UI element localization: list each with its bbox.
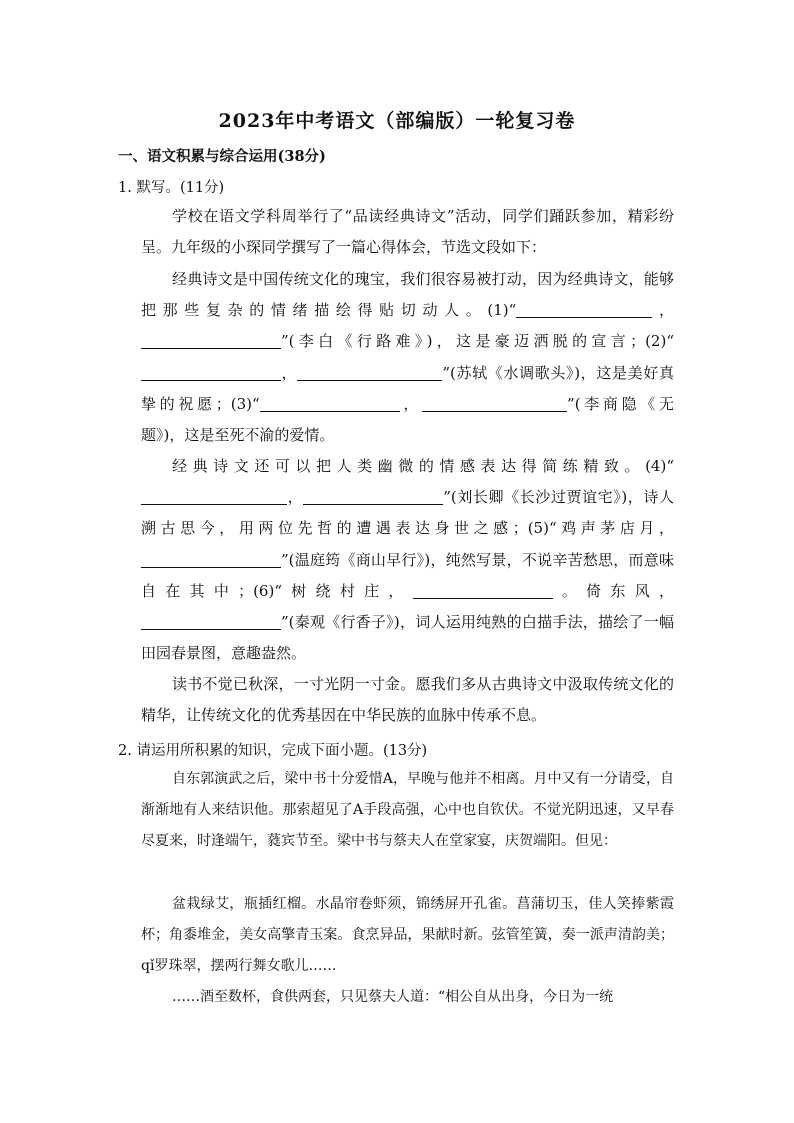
blank-5[interactable] [141,550,281,568]
q1-paragraph-4: 读书不觉已秋深，一寸光阴一寸金。愿我们多从古典诗文中汲取传统文化的精华，让传统文化的优秀基因在中华民族的血脉中传承不息。 [141,675,674,725]
q1-p3-text-f: ”(秦观《行香子》)，词人运用纯熟的白描手法，描绘了一幅田园春景图，意趣盎然。 [141,613,674,663]
q1-p3-text-d: ”(温庭筠《商山早行》)，纯然写景，不说辛苦愁思，而意味自在其中；(6)“树绕村庄， [141,550,674,600]
passage-paragraph-1: 自东郭演武之后，梁中书十分爱惜A，早晚与他并不相离。月中又有一分请受，自渐渐地有人来结识他。那索超见了A手段高强，心中也自钦伏。不觉光阴迅速，又早春尽夏来，时逢端午，蕤宾节至。梁中书与蔡夫人在堂家宴，庆贺端阳。但见： [141,771,674,850]
blank-2b[interactable] [297,363,442,381]
q1-p2-text-a: 经典诗文是中国传统文化的瑰宝，我们很容易被打动，因为经典诗文，能够把那些复杂的情绪描绘得贴切动人。(1)“ [141,270,674,320]
q1-p3-text-a: 经典诗文还可以把人类幽微的情感表达得简练精致。(4)“ [172,457,674,475]
blank-1a[interactable] [516,300,652,318]
blank-6a[interactable] [413,581,553,599]
page-title: 2023年中考语文（部编版）一轮复习卷 [218,110,576,132]
blank-3a[interactable] [260,394,400,412]
section-heading: 一、语文积累与综合运用(38分) [118,148,326,165]
question-1-heading: 1. 默写。(11分) [118,180,225,196]
q1-paragraph-2 [141,264,674,451]
q1-paragraph-3 [141,451,674,669]
blank-4b[interactable] [303,487,443,505]
q1-p2-text-c: ”(李白《行路难》)，这是豪迈洒脱的宣言；(2)“ [281,332,674,351]
passage-paragraph-2: 盆栽绿艾，瓶插红榴。水晶帘卷虾须，锦绣屏开孔雀。菖蒲切玉，佳人笑捧紫霞杯；角黍堆金，美女高擎青玉案。食烹异品，果献时新。弦管笙簧，奏一派声清韵美；qǐ罗珠翠，摆两行舞女歌儿…… [141,896,674,975]
q1-p2-text-f: ， [399,394,423,413]
q1-p3-text-b: ， [287,488,304,507]
blank-6b[interactable] [141,612,281,630]
q1-p2-text-b: ， [652,301,674,320]
blank-2a[interactable] [141,363,281,381]
blank-3b[interactable] [422,394,567,412]
q1-p2-text-d: ， [281,363,298,382]
q1-p3-text-e: 。倚东风， [552,581,674,600]
q1-intro-paragraph [141,201,674,263]
blank-4a[interactable] [141,487,287,505]
q1-intro-text: 学校在语文学科周举行了“品读经典诗文”活动，同学们踊跃参加，精彩纷呈。九年级的小琛同学撰写了一篇心得体会，节选文段如下： [141,207,674,257]
q1-p3-text-c: ”(刘长卿《长沙过贾谊宅》)，诗人溯古思今，用两位先哲的遭遇表达身世之感；(5)“鸡声茅店月， [141,488,674,538]
passage-paragraph-3: ……酒至数杯，食供两套，只见蔡夫人道：“相公自从出身，今日为一统 [172,989,614,1005]
question-2-heading: 2. 请运用所积累的知识，完成下面小题。(13分) [118,743,428,759]
q1-p2-text-e: ”(苏轼《水调歌头》)，这是美好真挚的祝愿；(3)“ [141,363,674,413]
q1-p2-text-g: ”(李商隐《无题》)，这是至死不渝的爱情。 [141,394,674,445]
blank-1b[interactable] [141,331,281,349]
